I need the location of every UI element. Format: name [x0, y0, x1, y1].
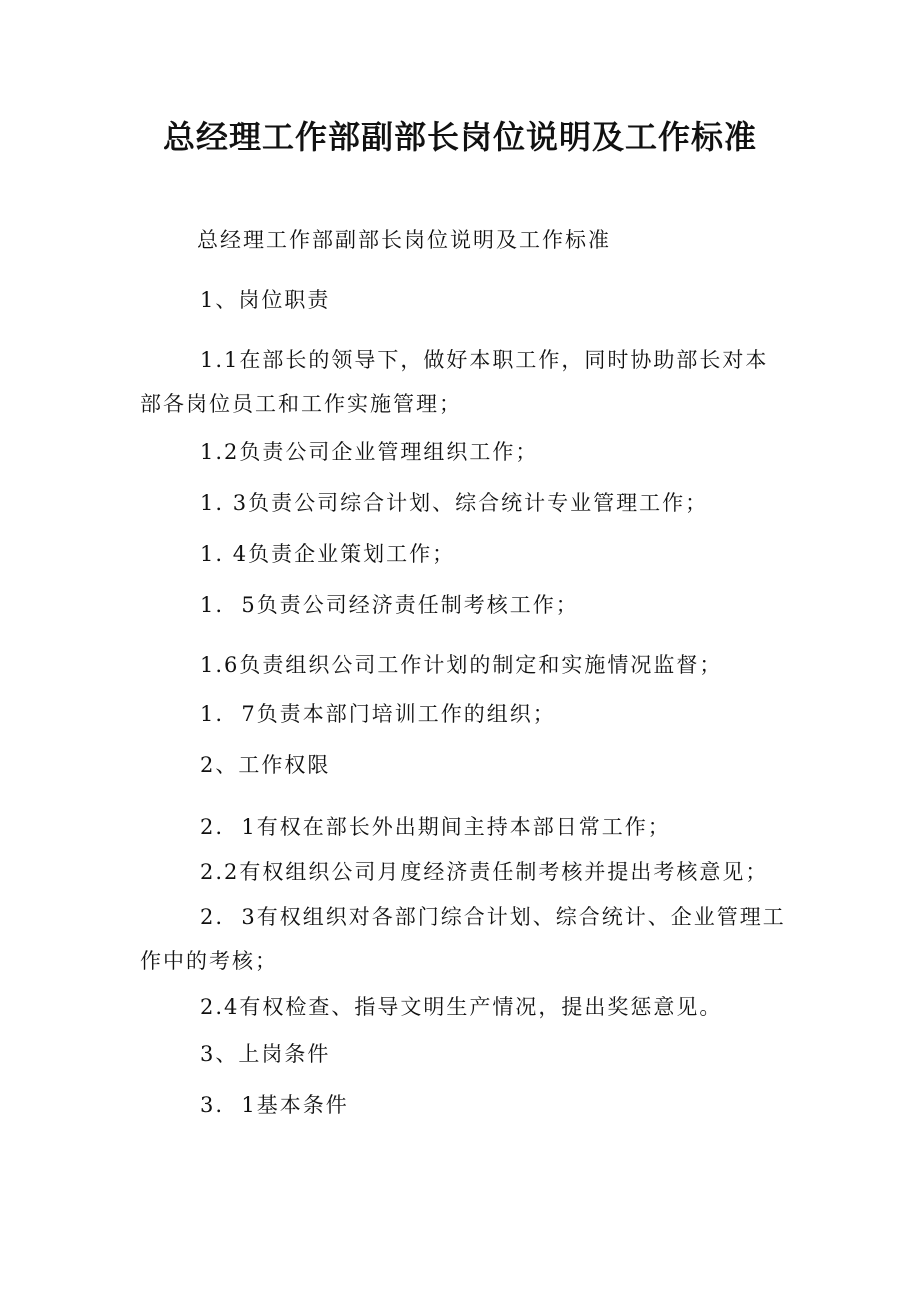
paragraph-1-6: 1.6负责组织公司工作计划的制定和实施情况监督；	[200, 653, 723, 677]
paragraph-1-2: 1.2负责公司企业管理组织工作；	[200, 440, 539, 464]
paragraph-1-3: 1. 3负责公司综合计划、综合统计专业管理工作；	[200, 491, 709, 515]
paragraph-2-3: 2. 3有权组织对各部门综合计划、综合统计、企业管理工作中的考核；	[140, 905, 786, 973]
paragraph-1-5: 1. 5负责公司经济责任制考核工作；	[200, 593, 579, 617]
paragraph-3-1: 3. 1基本条件	[200, 1093, 349, 1117]
document-title: 总经理工作部副部长岗位说明及工作标准	[162, 118, 757, 156]
section-heading-responsibilities: 1、岗位职责	[200, 288, 331, 312]
paragraph-2-1: 2. 1有权在部长外出期间主持本部日常工作；	[200, 815, 671, 839]
paragraph-1-7: 1. 7负责本部门培训工作的组织；	[200, 702, 556, 726]
document-subtitle: 总经理工作部副部长岗位说明及工作标准	[197, 228, 611, 252]
section-heading-requirements: 3、上岗条件	[200, 1042, 331, 1066]
section-heading-authority: 2、工作权限	[200, 753, 331, 777]
paragraph-1-1: 1.1在部长的领导下，做好本职工作，同时协助部长对本部各岗位员工和工作实施管理；	[140, 348, 769, 416]
paragraph-1-4: 1. 4负责企业策划工作；	[200, 542, 456, 566]
paragraph-2-2: 2.2有权组织公司月度经济责任制考核并提出考核意见；	[200, 860, 769, 884]
paragraph-2-4: 2.4有权检查、指导文明生产情况，提出奖惩意见。	[200, 995, 723, 1019]
